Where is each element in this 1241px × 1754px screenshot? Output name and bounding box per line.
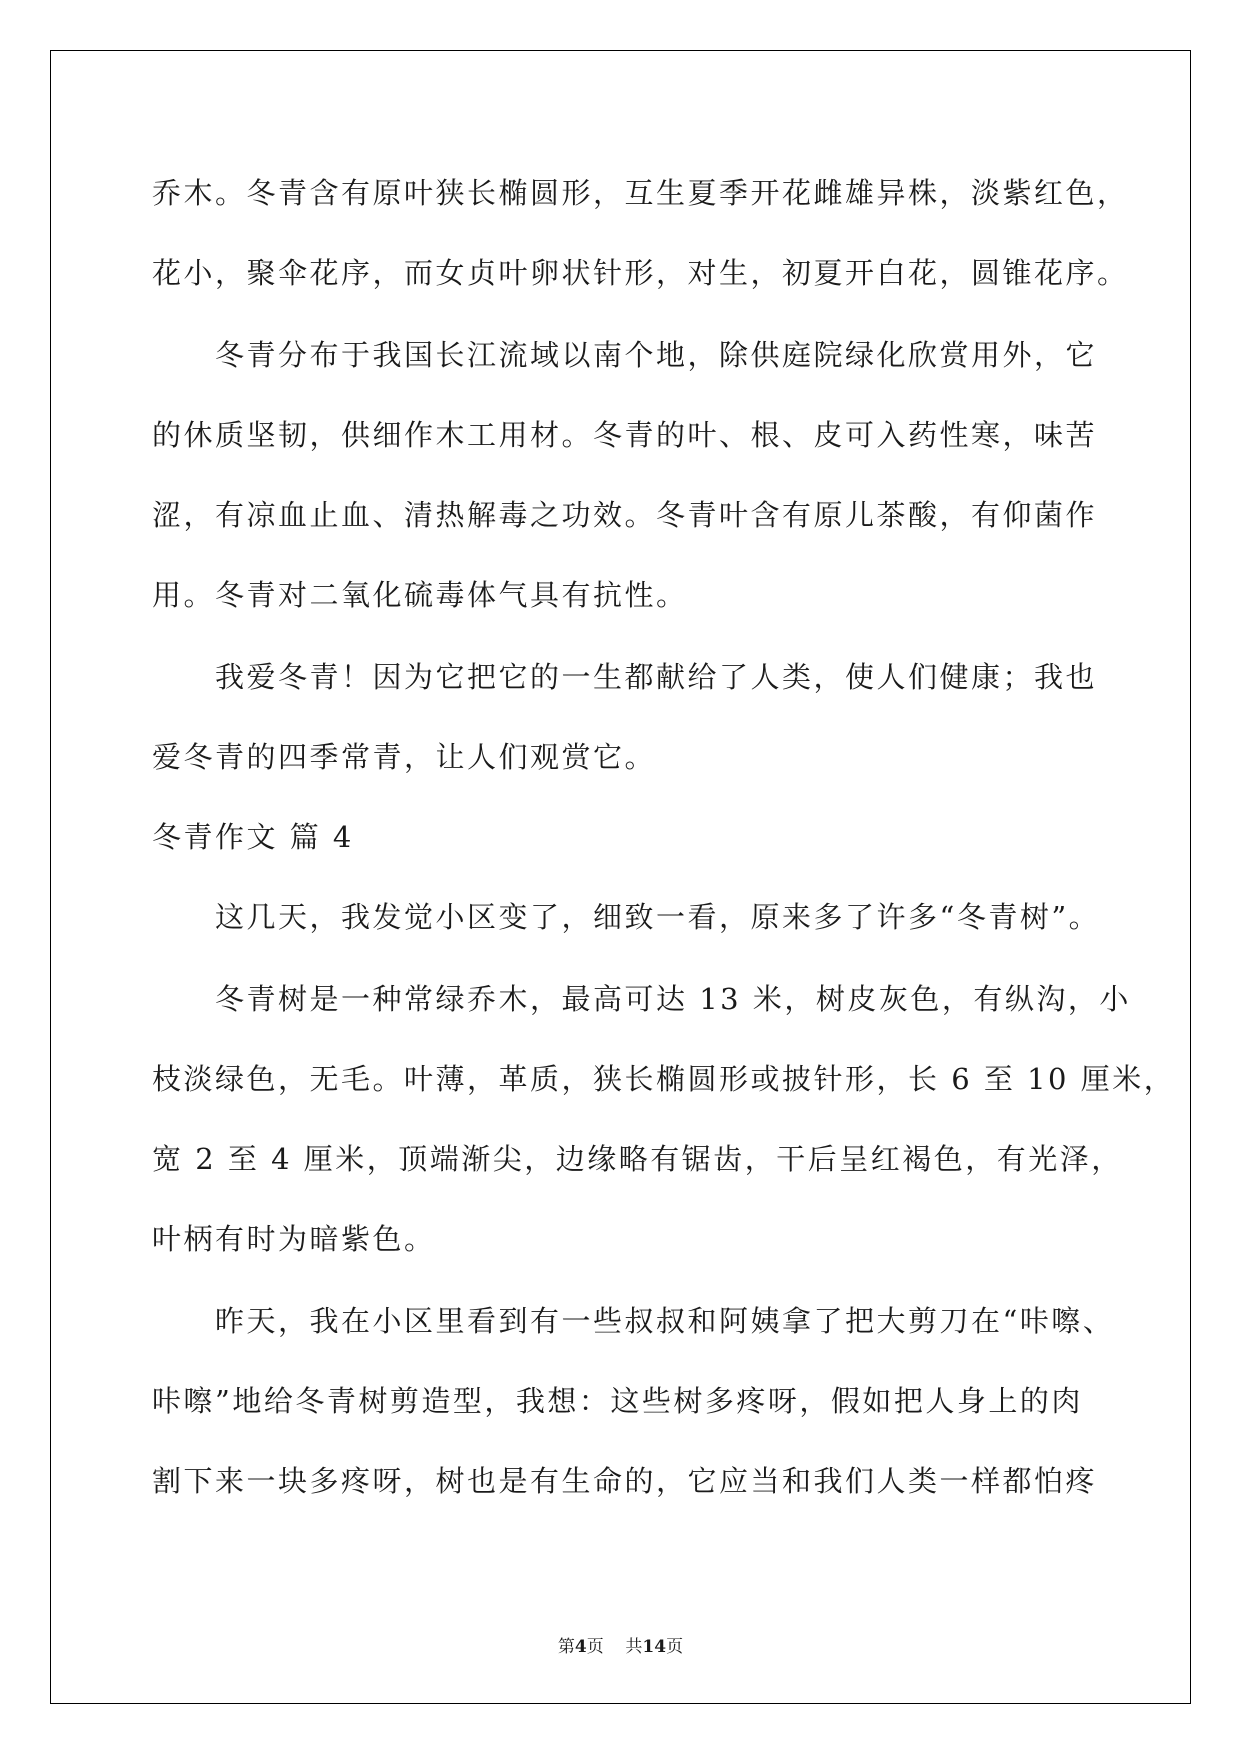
current-page-number: 4: [574, 1637, 587, 1657]
text-line: 宽 2 至 4 厘米，顶端渐尖，边缘略有锯齿，干后呈红褐色，有光泽，: [152, 1142, 1123, 1176]
text-line: 割下来一块多疼呀，树也是有生命的，它应当和我们人类一样都怕疼: [152, 1464, 1098, 1498]
text-line: 这几天，我发觉小区变了，细致一看，原来多了许多“冬青树”。: [215, 900, 1101, 934]
text-line: 花小，聚伞花序，而女贞叶卵状针形，对生，初夏开白花，圆锥花序。: [152, 256, 1129, 290]
text-line: 的休质坚韧，供细作木工用材。冬青的叶、根、皮可入药性寒，味苦: [152, 418, 1098, 452]
text-line: 冬青分布于我国长江流域以南个地，除供庭院绿化欣赏用外，它: [215, 338, 1098, 372]
footer-suffix: 页: [666, 1637, 684, 1657]
text-line: 爱冬青的四季常青，让人们观赏它。: [152, 740, 657, 774]
page-footer: [0, 1632, 1241, 1657]
text-line: 叶柄有时为暗紫色。: [152, 1222, 436, 1256]
text-line: 昨天，我在小区里看到有一些叔叔和阿姨拿了把大剪刀在“咔嚓、: [215, 1304, 1115, 1338]
text-line: 乔木。冬青含有原叶狭长椭圆形，互生夏季开花雌雄异株，淡紫红色，: [152, 176, 1129, 210]
footer-prefix: 第: [557, 1637, 575, 1657]
text-line: 用。冬青对二氧化硫毒体气具有抗性。: [152, 578, 688, 612]
text-line: 枝淡绿色，无毛。叶薄，革质，狭长椭圆形或披针形，长 6 至 10 厘米，: [152, 1062, 1176, 1096]
footer-mid: 页 共: [586, 1637, 643, 1657]
page-border: [50, 50, 1191, 1704]
total-pages-number: 14: [642, 1637, 667, 1657]
text-line: 涩，有凉血止血、清热解毒之功效。冬青叶含有原儿茶酸，有仰菌作: [152, 498, 1098, 532]
text-line: 我爱冬青！因为它把它的一生都献给了人类，使人们健康；我也: [215, 660, 1098, 694]
text-line: 冬青树是一种常绿乔木，最高可达 13 米，树皮灰色，有纵沟，小: [215, 982, 1131, 1016]
text-line: 咔嚓”地给冬青树剪造型，我想：这些树多疼呀，假如把人身上的肉: [152, 1384, 1083, 1418]
section-heading: 冬青作文 篇 4: [152, 820, 354, 854]
